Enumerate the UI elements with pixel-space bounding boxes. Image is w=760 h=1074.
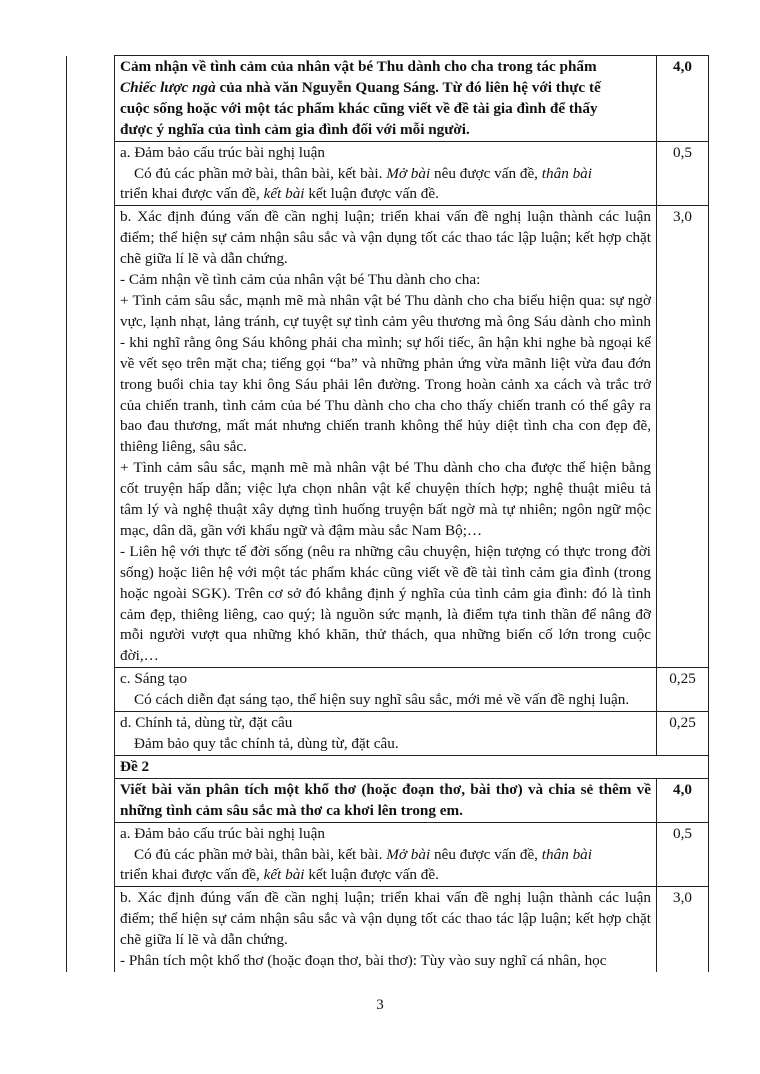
criterion-text: triển khai được vấn đề, kết bài kết luận được vấn đề. [120,866,439,884]
criterion-text: Đảm bảo quy tắc chính tả, dùng từ, đặt câu. [134,735,399,752]
score-cell: 4,0 [657,778,709,822]
criterion-text: + Tình cảm sâu sắc, mạnh mẽ mà nhân vật bé Thu dành cho cha được thể hiện bằng cốt truyện hấp dẫn; việc lựa chọn nhân vật kể chuyện thích hợp; nghệ thuật miêu tả tâm lý và nghệ thuật xây dựng tình huống truyện bất ngờ mà tự nhiên; ngôn ngữ mộc mạc, dân dã, gần với khẩu ngữ và đậm màu sắc Nam Bộ;… [120,459,651,539]
criterion-text: Có đủ các phần mở bài, thân bài, kết bài. Mở bài nêu được vấn đề, thân bài [134,164,592,182]
de2-criterion-b [115,887,657,972]
de1-criterion-c [115,668,657,712]
blank-cell [67,56,115,779]
criterion-text: - Cảm nhận về tình cảm của nhân vật bé Thu dành cho cha: [120,271,481,289]
blank-cell [67,778,115,972]
table-row [67,712,709,756]
score-cell: 3,0 [657,887,709,972]
table-row [67,206,709,668]
de2-criterion-a [115,822,657,887]
criterion-title: a. Đảm bảo cấu trúc bài nghị luận [120,143,325,161]
scoring-table [66,55,709,972]
criterion-title: b. Xác định đúng vấn đề cần nghị luận; triển khai vấn đề nghị luận thành các luận điểm; thể hiện sự cảm nhận sâu sắc và vận dụng tốt các thao tác lập luận; kết hợp chặt chẽ giữa lí lẽ và dẫn chứng. [120,208,651,268]
work-title: Chiếc lược ngà [120,78,216,96]
de1-criterion-a [115,141,657,206]
table-row [67,778,709,822]
score-cell: 0,5 [657,822,709,887]
score-cell: 3,0 [657,206,709,668]
criterion-title: c. Sáng tạo [120,670,188,688]
score-cell: 0,5 [657,141,709,206]
score-cell: 0,25 [657,668,709,712]
criterion-title: a. Đảm bảo cấu trúc bài nghị luận [120,824,325,842]
criterion-text: - Liên hệ với thực tế đời sống (nêu ra những câu chuyện, hiện tượng có thực trong đời sống) hoặc liên hệ với một tác phẩm khác cũng viết về đề tài tình cảm gia đình (trong hoặc ngoài SGK). Trên cơ sở đó khẳng định ý nghĩa của tình cảm gia đình: đó là tình cảm đẹp, thiêng liêng, cao quý; là nguồn sức mạnh, là điểm tựa tinh thần để nâng đỡ mỗi người vượt qua những khó khăn, thử thách, qua những biến cố lớn trong cuộc đời,… [120,542,651,665]
criterion-title: b. Xác định đúng vấn đề cần nghị luận; triển khai vấn đề nghị luận thành các luận điểm; thể hiện sự cảm nhận sâu sắc và vận dụng tốt các thao tác lập luận; kết hợp chặt chẽ giữa lí lẽ và dẫn chứng. [120,889,651,949]
criterion-text: + Tình cảm sâu sắc, mạnh mẽ mà nhân vật bé Thu dành cho cha biểu hiện qua: sự ngờ vực, lạnh nhạt, lảng tránh, cự tuyệt sự tình cảm yêu thương mà ông Sáu dành cho mình - khi nghĩ rằng ông Sáu không phải cha mình; sự hối tiếc, ân hận khi nghe bà ngoại kể về vết sẹo trên mặt cha; tiếng gọi “ba” và những phản ứng vừa mãnh liệt vừa đau đớn trong buổi chia tay khi ông Sáu phải lên đường. Trong hoàn cảnh xa cách và trắc trở của chiến tranh, tình cảm của bé Thu dành cho cha cho thấy chiến tranh có thể gây ra bao đau thương, mất mát nhưng chiến tranh không thể hủy diệt tình cha con đẹp đẽ, thiêng liêng, sâu sắc. [120,291,651,456]
table-row [67,141,709,206]
de1-criterion-d [115,712,657,756]
criterion-title: d. Chính tả, dùng từ, đặt câu [120,714,293,732]
criterion-text: Có đủ các phần mở bài, thân bài, kết bài. Mở bài nêu được vấn đề, thân bài [134,845,592,863]
table-row [67,755,709,778]
de2-prompt: Viết bài văn phân tích một khổ thơ (hoặc đoạn thơ, bài thơ) và chia sẻ thêm về những tình cảm sâu sắc mà thơ ca khơi lên trong em. [115,778,657,822]
score-cell: 4,0 [657,56,709,142]
de2-heading: Đề 2 [115,755,709,778]
table-row [67,56,709,142]
de1-criterion-b [115,206,657,668]
table-row [67,668,709,712]
criterion-text: Có cách diễn đạt sáng tạo, thể hiện suy nghĩ sâu sắc, mới mẻ về vấn đề nghị luận. [134,691,630,709]
criterion-text: - Phân tích một khổ thơ (hoặc đoạn thơ, bài thơ): Tùy vào suy nghĩ cá nhân, học [120,952,607,970]
table-row [67,887,709,972]
table-row [67,822,709,887]
page-number: 3 [376,997,384,1013]
de1-prompt: Cảm nhận về tình cảm của nhân vật bé Thu dành cho cha trong tác phẩm Chiếc lược ngà của nhà văn Nguyễn Quang Sáng. Từ đó liên hệ với thực tế cuộc sống hoặc với một tác phẩm khác cũng viết về đề tài gia đình để thấy được ý nghĩa của tình cảm gia đình đối với mỗi người. [115,56,657,142]
criterion-text: triển khai được vấn đề, kết bài kết luận được vấn đề. [120,185,439,203]
score-cell: 0,25 [657,712,709,756]
